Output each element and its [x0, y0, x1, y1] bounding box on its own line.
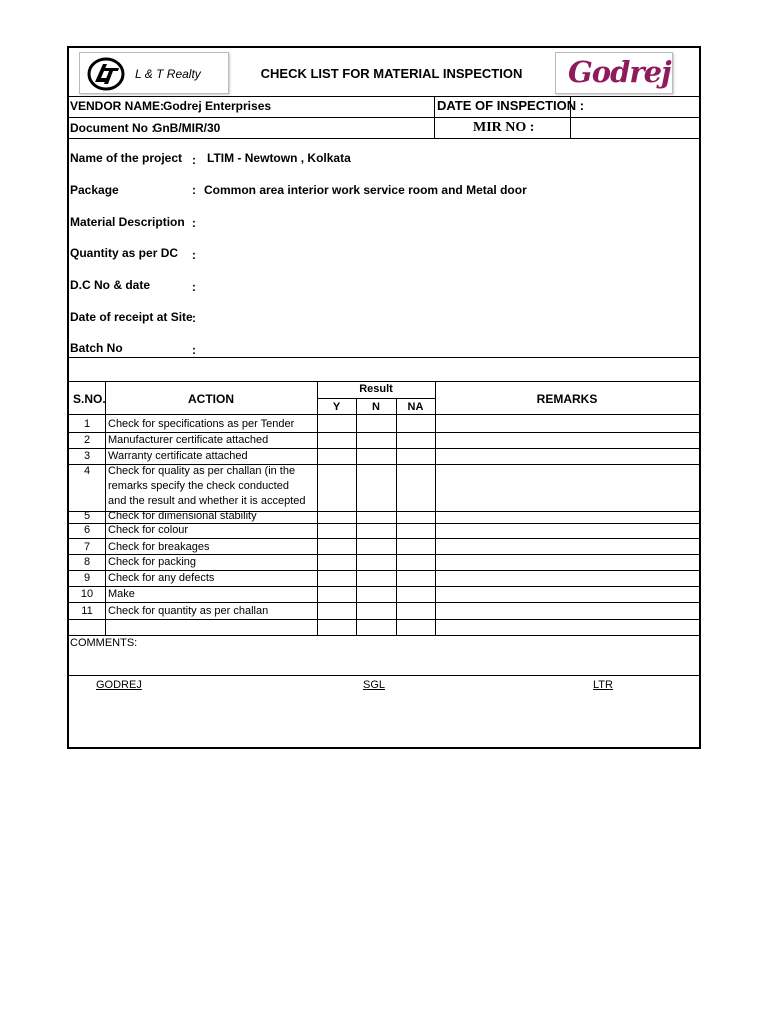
- package-label: Package: [70, 183, 119, 197]
- material-description-label: Material Description: [70, 215, 185, 229]
- mir-no-field[interactable]: [571, 118, 699, 138]
- row-sno: 4: [83, 465, 91, 477]
- row-action: Manufacturer certificate attached: [108, 434, 269, 446]
- inspection-checklist-sheet: [67, 46, 701, 749]
- batch-no-label: Batch No: [70, 341, 123, 355]
- row-action: Make: [108, 588, 135, 600]
- row-action: Check for any defects: [108, 572, 215, 584]
- signature-sgl: SGL: [363, 679, 386, 691]
- colon: :: [192, 183, 196, 197]
- godrej-logo-text: Godrej: [568, 55, 671, 89]
- row-action: Check for dimensional stability: [108, 510, 257, 522]
- row-action: Warranty certificate attached: [108, 450, 248, 462]
- row-action: remarks specify the check conducted: [108, 480, 289, 492]
- lt-realty-logo: [79, 52, 229, 94]
- date-of-inspection-label: DATE OF INSPECTION :: [437, 98, 585, 113]
- row-action: and the result and whether it is accepted: [108, 495, 306, 507]
- row-sno: 7: [83, 541, 91, 553]
- signature-ltr: LTR: [593, 679, 613, 691]
- colon: :: [192, 280, 196, 294]
- project-name-label: Name of the project: [70, 151, 183, 165]
- row-sno: 8: [83, 556, 91, 568]
- row-sno: 6: [83, 524, 91, 536]
- n-header: N: [372, 401, 380, 413]
- row-sno: 3: [83, 450, 91, 462]
- project-name-value: LTIM - Newtown , Kolkata: [207, 151, 351, 165]
- colon: :: [192, 343, 196, 357]
- lt-emblem-icon: [86, 56, 126, 92]
- row-action: Check for specifications as per Tender: [108, 418, 295, 430]
- remarks-header: REMARKS: [536, 392, 598, 406]
- action-header: ACTION: [188, 392, 234, 406]
- row-sno: 10: [80, 588, 94, 600]
- row-action: Check for colour: [108, 524, 189, 536]
- row-sno: 2: [83, 434, 91, 446]
- lt-brand-text: L & T Realty: [135, 67, 201, 81]
- row-sno: 9: [83, 572, 91, 584]
- row-action: Check for breakages: [108, 541, 210, 553]
- mir-no-label: MIR NO :: [473, 120, 535, 135]
- result-header: Result: [359, 383, 393, 395]
- vendor-value: Godrej Enterprises: [163, 99, 272, 113]
- row-action: Check for quality as per challan (in the: [108, 465, 296, 477]
- signature-godrej: GODREJ: [96, 679, 142, 691]
- y-header: Y: [332, 401, 341, 413]
- row-action: Check for quantity as per challan: [108, 605, 269, 617]
- row-action: Check for packing: [108, 556, 197, 568]
- quantity-dc-label: Quantity as per DC: [70, 246, 179, 260]
- document-label: Document No :: [70, 121, 156, 135]
- godrej-logo: [555, 52, 673, 94]
- colon: :: [192, 216, 196, 230]
- date-of-inspection-field[interactable]: [571, 97, 699, 117]
- document-value: GnB/MIR/30: [153, 121, 221, 135]
- comments-label: COMMENTS:: [70, 637, 138, 649]
- row-sno: 1: [83, 418, 91, 430]
- colon: :: [192, 248, 196, 262]
- row-sno: 11: [81, 605, 93, 617]
- vendor-label: VENDOR NAME:: [70, 99, 165, 113]
- dc-no-date-label: D.C No & date: [70, 278, 151, 292]
- sno-header: S.NO.: [73, 392, 106, 406]
- colon: :: [192, 153, 196, 167]
- date-receipt-label: Date of receipt at Site: [70, 310, 193, 324]
- page-title: CHECK LIST FOR MATERIAL INSPECTION: [260, 66, 523, 81]
- colon: :: [192, 311, 196, 325]
- na-header: NA: [407, 401, 424, 413]
- row-sno: 5: [83, 510, 91, 522]
- package-value: Common area interior work service room and Metal door: [204, 183, 527, 197]
